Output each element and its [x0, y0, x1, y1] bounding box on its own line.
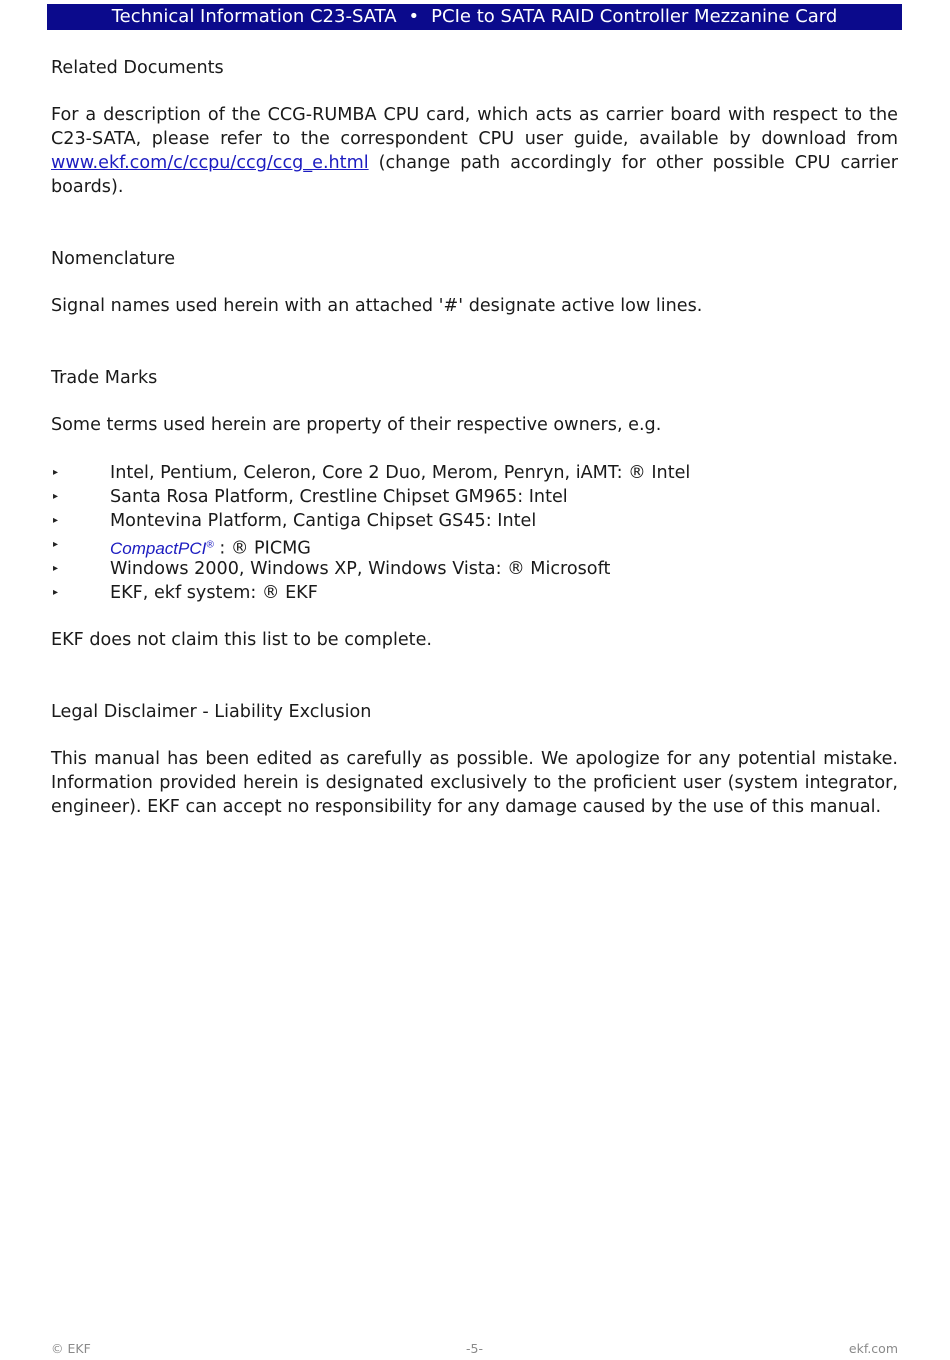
- footer-website: ekf.com: [848, 1341, 898, 1356]
- heading-legal-disclaimer: Legal Disclaimer - Liability Exclusion: [51, 702, 372, 722]
- list-item: [51, 461, 898, 485]
- trade-marks-intro: Some terms used herein are property of their respective owners, e.g.: [51, 415, 662, 435]
- related-documents-text: For a description of the CCG-RUMBA CPU card, which acts as carrier board with respect to the C23-SATA, please refer to the correspondent CPU user guide, available by download from: [51, 105, 898, 149]
- list-item-text: Windows 2000, Windows XP, Windows Vista: ® Microsoft: [110, 559, 611, 579]
- bullet-icon: ▸: [53, 587, 59, 598]
- legal-disclaimer-paragraph: This manual has been edited as carefully as possible. We apologize for any potential mistake. Information provided herein is designated exclusively to the proficient user (system integrator, engineer). EKF can accept no responsibility for any damage caused by the use of this manual.: [51, 749, 898, 817]
- page-header: [47, 4, 902, 30]
- header-separator: •: [408, 6, 420, 27]
- section-nomenclature: [51, 247, 898, 318]
- bullet-icon: ▸: [53, 467, 59, 478]
- bullet-icon: ▸: [53, 563, 59, 574]
- footer-page-number: -5-: [466, 1341, 483, 1356]
- section-legal-disclaimer: [51, 700, 898, 819]
- ccg-download-link[interactable]: www.ekf.com/c/ccpu/ccg/ccg_e.html: [51, 153, 369, 173]
- list-item: [51, 557, 898, 581]
- list-item: [51, 509, 898, 533]
- list-item-text: EKF, ekf system: ® EKF: [110, 583, 318, 603]
- related-documents-text-after: (change path accordingly for other possible CPU carrier boards).: [51, 153, 898, 197]
- list-item: [51, 485, 898, 509]
- bullet-icon: ▸: [53, 539, 59, 550]
- compactpci-name: CompactPCI: [110, 538, 207, 558]
- page-footer: [51, 1341, 898, 1359]
- heading-nomenclature: Nomenclature: [51, 249, 176, 269]
- compactpci-registered-mark: ®: [206, 539, 214, 550]
- section-trade-marks: [51, 366, 898, 652]
- page-content: [51, 56, 898, 819]
- heading-related-documents: Related Documents: [51, 58, 224, 78]
- footer-copyright: © EKF: [51, 1341, 91, 1356]
- trade-marks-list: [51, 461, 898, 605]
- list-item: [51, 533, 898, 557]
- header-doc-title: Technical Information C23-SATA: [111, 6, 397, 27]
- list-item-text: Santa Rosa Platform, Crestline Chipset GM965: Intel: [110, 487, 568, 507]
- section-related-documents: [51, 56, 898, 199]
- heading-trade-marks: Trade Marks: [51, 368, 158, 388]
- bullet-icon: ▸: [53, 491, 59, 502]
- compactpci-logo: [110, 539, 214, 558]
- header-doc-subtitle: PCIe to SATA RAID Controller Mezzanine Card: [431, 6, 838, 27]
- list-item: [51, 581, 898, 605]
- list-item-text: Montevina Platform, Cantiga Chipset GS45: Intel: [110, 511, 537, 531]
- nomenclature-paragraph: Signal names used herein with an attached '#' designate active low lines.: [51, 296, 703, 316]
- bullet-icon: ▸: [53, 515, 59, 526]
- trade-marks-outro: EKF does not claim this list to be complete.: [51, 630, 432, 650]
- list-item-text: : ® PICMG: [213, 538, 311, 559]
- related-documents-paragraph: [51, 103, 898, 199]
- list-item-text: Intel, Pentium, Celeron, Core 2 Duo, Merom, Penryn, iAMT: ® Intel: [110, 463, 691, 483]
